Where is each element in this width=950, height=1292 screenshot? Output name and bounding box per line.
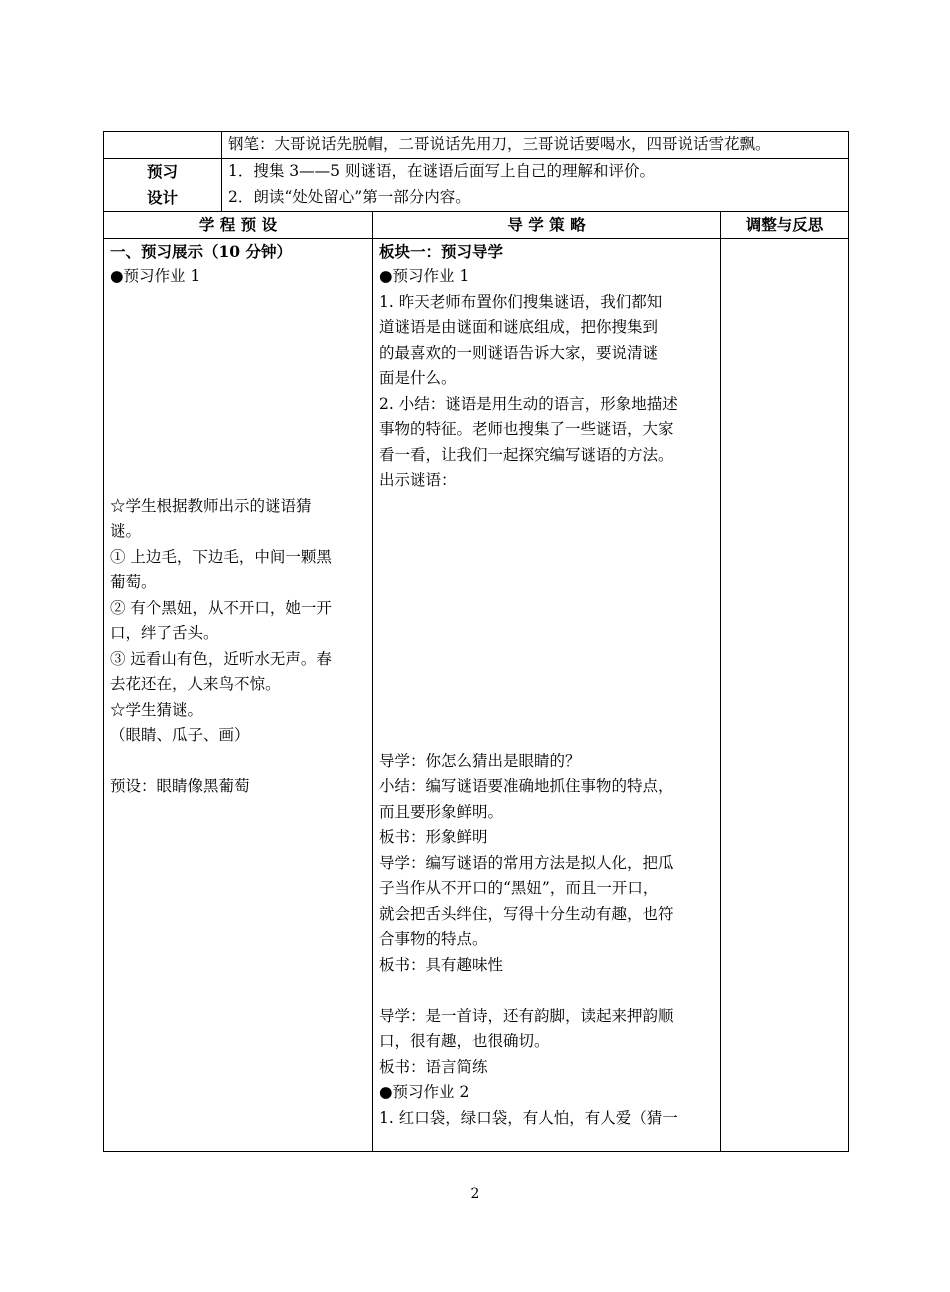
guide-2-line2: 子当作从不开口的“黑妞”，而且一开口，: [379, 879, 659, 897]
header-learning-preset: [104, 212, 373, 239]
preview-label-line2: 设计: [146, 187, 178, 207]
riddle-2-line2: 口，绊了舌头。: [110, 624, 219, 642]
riddle-3-line2: 去花还在，人来鸟不惊。: [110, 675, 281, 693]
board-note-1: 板书：形象鲜明: [379, 828, 488, 846]
preset-answer: 预设：眼睛像黑葡萄: [110, 777, 250, 795]
block-title: 板块一：预习导学: [379, 241, 504, 261]
guidance-strategy-cell: [373, 238, 721, 1151]
preview-design-content: [222, 159, 849, 212]
riddle-answers: （眼睛、瓜子、画）: [110, 726, 250, 744]
middle-homework-1-label: ●预习作业 1: [379, 267, 470, 285]
riddle-3-line1: ③ 远看山有色，近听水无声。春: [110, 649, 332, 668]
preview-design-label: [104, 159, 222, 212]
riddle-1-line2: 葡萄。: [110, 573, 157, 591]
guide-2-line1: 导学：编写谜语的常用方法是拟人化，把瓜: [379, 853, 674, 872]
summary-1-line1: 小结：编写谜语要准确地抓住事物的特点，: [379, 777, 674, 795]
body-row: [104, 238, 849, 1151]
header-row: [104, 212, 849, 239]
summary-1-line2: 而且要形象鲜明。: [379, 802, 504, 821]
adjust-reflect-cell: [721, 238, 849, 1151]
preview-design-row: [104, 159, 849, 212]
lesson-plan-table: [103, 131, 849, 1152]
preview-label-line1: 预习: [146, 162, 178, 181]
homework-2-label: ●预习作业 2: [379, 1083, 470, 1101]
para1-line2: 道谜语是由谜面和谜底组成，把你搜集到: [379, 318, 659, 336]
page-number: 2: [470, 1186, 480, 1202]
para2-line1: 2. 小结：谜语是用生动的语言，形象地描述: [379, 394, 678, 413]
para2-line3: 看一看，让我们一起探究编写谜语的方法。: [379, 445, 674, 464]
pen-riddle-text: 钢笔：大哥说话先脱帽，二哥说话先用刀，三哥说话要喝水，四哥说话雪花飘。: [228, 135, 771, 153]
preview-item-2: 2．朗读“处处留心”第一部分内容。: [228, 187, 471, 206]
guide-3-line1: 导学：是一首诗，还有韵脚，读起来押韵顺: [379, 1006, 674, 1025]
pen-riddle-row: [104, 132, 849, 159]
header-guidance-strategy-text: 导 学 策 略: [507, 215, 586, 234]
header-adjust-reflect-text: 调整与反思: [745, 215, 824, 234]
header-learning-preset-text: 学 程 预 设: [198, 215, 278, 234]
guess-intro-line1: ☆学生根据教师出示的谜语猜: [110, 496, 312, 515]
para1-line1: 1. 昨天老师布置你们搜集谜语，我们都知: [379, 292, 663, 311]
riddle-2-line1: ② 有个黑妞，从不开口，她一开: [110, 598, 332, 617]
guide-question-1: 导学：你怎么猜出是眼睛的？: [379, 751, 581, 770]
board-note-3: 板书：语言简练: [379, 1057, 488, 1076]
guide-2-line3: 就会把舌头绊住，写得十分生动有趣，也符: [379, 904, 674, 923]
para2-line2: 事物的特征。老师也搜集了一些谜语，大家: [379, 420, 674, 438]
header-guidance-strategy: [373, 212, 721, 239]
students-guess: ☆学生猜谜。: [110, 700, 204, 719]
guide-2-line4: 合事物的特点。: [379, 930, 488, 948]
para1-line3: 的最喜欢的一则谜语告诉大家，要说清谜: [379, 343, 659, 362]
guide-3-line2: 口，很有趣，也很确切。: [379, 1032, 550, 1050]
homework-1-label: ●预习作业 1: [110, 267, 201, 285]
empty-label-cell: [104, 132, 222, 159]
learning-preset-cell: [104, 238, 373, 1151]
homework-2-line1: 1. 红口袋，绿口袋，有人怕，有人爱（猜一: [379, 1108, 678, 1127]
pen-riddle-cell: [222, 132, 849, 159]
riddle-1-line1: ① 上边毛，下边毛，中间一颗黑: [110, 547, 332, 566]
section-title: 一、预习展示（10 分钟）: [110, 241, 292, 261]
preview-item-1: 1．搜集 3——5 则谜语，在谜语后面写上自己的理解和评价。: [228, 162, 655, 180]
board-note-2: 板书：具有趣味性: [379, 955, 504, 974]
header-adjust-reflect: [721, 212, 849, 239]
para2-line4: 出示谜语：: [379, 471, 457, 489]
guess-intro-line2: 谜。: [110, 522, 142, 540]
para1-line4: 面是什么。: [379, 369, 457, 387]
